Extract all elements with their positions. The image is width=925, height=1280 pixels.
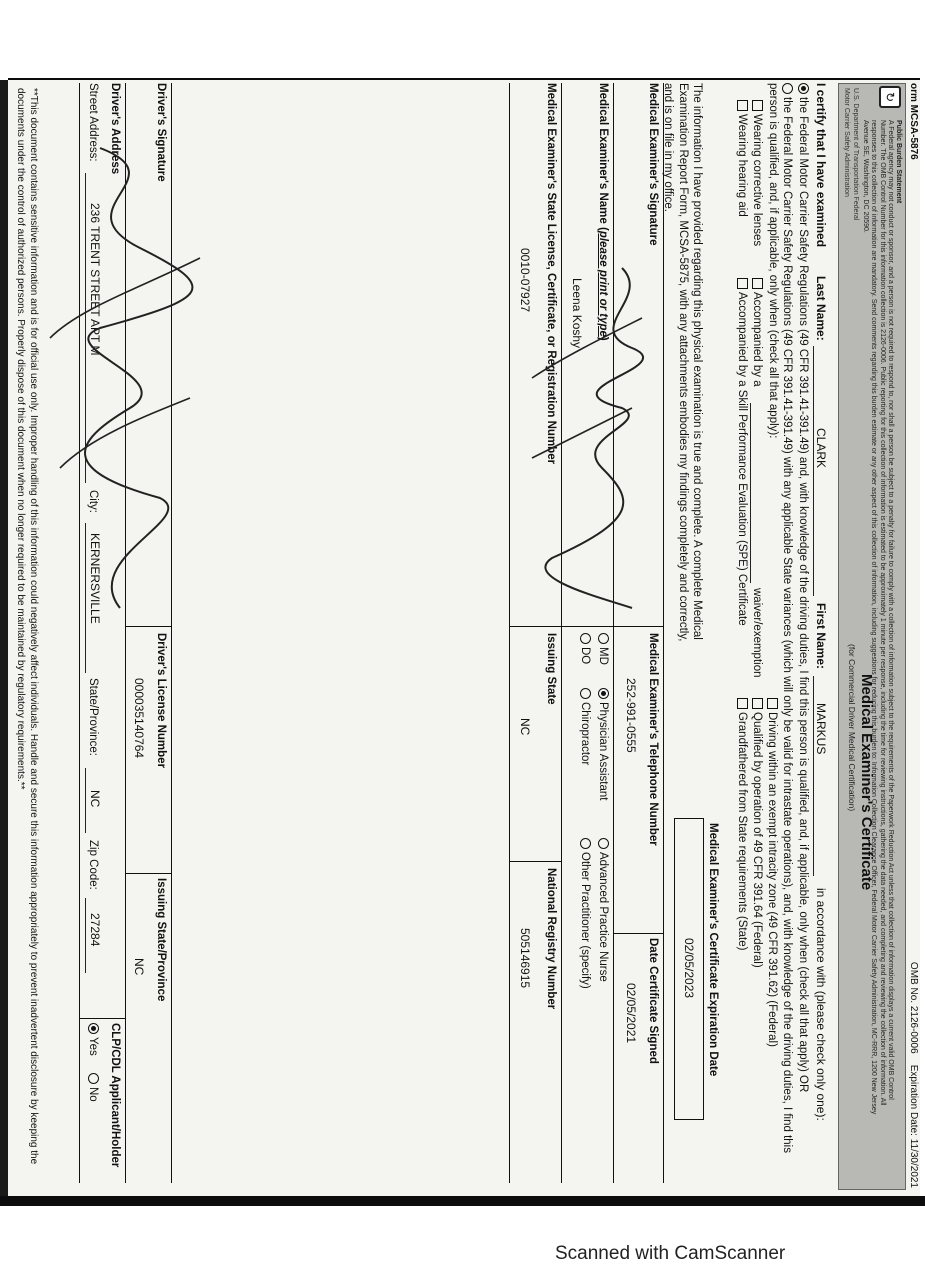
examiner-name-label: Medical Examiner's Name (please print or type) <box>597 83 609 341</box>
radio-other[interactable] <box>580 838 591 849</box>
street-value[interactable]: 236 TRENT STREET APT M <box>88 203 102 356</box>
city-label: City: <box>87 490 99 513</box>
check-waiver-text: Accompanied by a <box>751 292 763 387</box>
radio-apn-text: Advanced Practice Nurse <box>597 852 609 982</box>
radio-pa-text: Physician Assistant <box>597 702 609 801</box>
checkbox-spe[interactable] <box>737 278 748 289</box>
registry-value[interactable]: 505146915 <box>518 928 532 989</box>
check-grandfathered-text: Grandfathered from State requirements (State) <box>736 712 748 951</box>
expiration-value[interactable]: 02/05/2023 <box>682 938 696 999</box>
option-federal[interactable] <box>796 83 810 1183</box>
last-name-line <box>813 346 828 596</box>
checkbox-qualified-op[interactable] <box>752 698 763 709</box>
state-label: State/Province: <box>87 678 99 756</box>
issuing-state-value[interactable]: NC <box>518 718 532 736</box>
waiver-suffix: waiver/exemption <box>751 588 763 678</box>
cdl-yes-group[interactable] <box>86 1023 100 1056</box>
check-spe-text: Accompanied by a Skill Performance Evaluation (SPE) Certificate <box>736 292 748 626</box>
divider-cdl <box>80 1018 126 1019</box>
radio-cdl-no[interactable] <box>88 1073 99 1084</box>
certify-prefix: I certify that I have examined <box>814 83 828 248</box>
radio-md-group[interactable] <box>596 633 610 665</box>
divider-registry <box>510 861 562 862</box>
radio-chiro-text: Chiropractor <box>579 702 591 766</box>
radio-apn[interactable] <box>598 838 609 849</box>
state-value[interactable]: NC <box>88 790 102 808</box>
burden-body: A Federal agency may not conduct or sponsor, and a person is not required to respond to, nor shall a person be subject to a penalty for failure to comply with a collection of information subject to the requirements of the Paperwork Reduction Act unless that collection of information displays a current valid OMB Control Number. The OMB Control Number for this information collection is 2126-0006. Public reporting for this collection of information is estimated to be approximately 1 minute per response, including the time for reviewing instructions, gathering the data needed, and completing and reviewing the collection of information. All responses to this collection of information are mandatory. Send comments regarding this burden estimate or any other aspect of this collection of information, including suggestions for reducing this burden to: Information Collection Clearance Officer, Federal Motor Carrier Safety Administration, MC-RRR, 1200 New Jersey Avenue SE, Washington, DC 20590. <box>862 120 894 1115</box>
radio-do-text: DO <box>579 647 591 665</box>
divider-date <box>614 933 664 934</box>
issuing-state-label: Issuing State <box>545 633 557 705</box>
confidentiality-footer: **This document contains sensitive information and is for official use only. Improper handling of this information could negatively affect individuals. Handle and secure this information appropriately to prevent inadvertent disclosure by keeping the documents under the control of authorized persons. Properly dispose of this document when no longer required to be maintained by regulatory requirements.** <box>15 88 39 1165</box>
form-expiration: Expiration Date: 11/30/2021 <box>908 1064 919 1188</box>
examiner-signature-label: Medical Examiner's Signature <box>647 83 659 246</box>
divider-issuing <box>510 626 562 627</box>
checkbox-waiver[interactable] <box>752 278 763 289</box>
zip-label: Zip Code: <box>87 840 99 890</box>
phone-value[interactable]: 252-991-0555 <box>624 678 638 753</box>
divider-credential <box>562 626 614 627</box>
checkbox-grandfathered[interactable] <box>737 698 748 709</box>
checkbox-exempt-zone[interactable] <box>767 698 778 709</box>
divider-driver-license <box>126 626 172 627</box>
city-value[interactable]: KERNERSVILLE <box>88 533 102 624</box>
driver-signature-label: Driver's Signature <box>155 83 167 182</box>
radio-federal[interactable] <box>798 83 809 94</box>
check-spe[interactable] <box>735 278 749 626</box>
divider-phone <box>614 626 664 627</box>
first-name-label: First Name: <box>814 603 828 670</box>
driver-issuing-value[interactable]: NC <box>132 958 146 976</box>
option-federal-text: the Federal Motor Carrier Safety Regulations (49 CFR 391.41-391.49) and, with knowledge of the driving duties, I find this person is qualified, and, if applicable, only when (check all that apply) OR <box>797 97 809 1093</box>
check-exempt-zone[interactable] <box>765 698 779 1047</box>
examiner-name-value[interactable]: Leena Koshy <box>570 278 584 349</box>
expiration-label: Medical Examiner's Certificate Expiration Date <box>707 823 719 1077</box>
driver-signature <box>40 138 220 618</box>
medical-certificate-form <box>8 78 920 1198</box>
check-grandfathered[interactable] <box>735 698 749 950</box>
check-qualified-op-text: Qualified by operation of 49 CFR 391.64 (Federal) <box>751 712 763 968</box>
date-signed-value[interactable]: 02/05/2021 <box>624 983 638 1044</box>
burden-heading: Public Burden Statement <box>895 120 902 204</box>
check-qualified-op[interactable] <box>750 698 764 968</box>
checkbox-hearing[interactable] <box>737 100 748 111</box>
divider-driver-issuing <box>126 873 172 874</box>
burden-statement-banner <box>838 83 906 1190</box>
attestation-statement: The information I have provided regarding this physical examination is true and complete. A complete Medical Examination Report Form, MCSA-5875, with any attachments embodies my findings completely and correctly, and is on file in my office. <box>662 83 703 642</box>
cdl-label: CLP/CDL Applicant/Holder <box>109 1023 121 1168</box>
certificate-title: Medical Examiner's Certificate <box>858 674 875 891</box>
section-rule-4 <box>509 83 510 1183</box>
radio-cdl-yes[interactable] <box>88 1023 99 1034</box>
scan-top-margin <box>0 0 925 80</box>
waiver-line <box>750 403 764 583</box>
camscanner-watermark: Scanned with CamScanner <box>555 1243 786 1264</box>
cdl-no-group[interactable] <box>86 1073 100 1102</box>
form-id: orm MCSA-5876 <box>908 83 919 160</box>
first-name-value[interactable]: MARKUS <box>814 703 828 755</box>
radio-other-group[interactable] <box>578 838 592 989</box>
check-lenses[interactable] <box>750 100 764 246</box>
zip-value[interactable]: 27284 <box>88 913 102 947</box>
form-header <box>907 83 919 1188</box>
check-lenses-text: Wearing corrective lenses <box>751 114 763 247</box>
agency-name: U.S. Department of Transportation Federal Motor Carrier Safety Administration <box>843 88 859 221</box>
last-name-value[interactable]: CLARK <box>814 428 828 469</box>
radio-md-text: MD <box>597 647 609 665</box>
radio-pa-group[interactable] <box>596 688 610 800</box>
radio-federal-state[interactable] <box>782 83 793 94</box>
phone-label: Medical Examiner's Telephone Number <box>647 633 659 846</box>
registry-label: National Registry Number <box>545 868 557 1010</box>
driver-address-label: Driver's Address <box>109 83 121 175</box>
section-rule-top <box>663 83 664 1183</box>
section-rule-3 <box>561 83 562 1183</box>
cdl-no-text: No <box>87 1087 99 1102</box>
omb-number: OMB No. 2126-0006 <box>908 961 919 1054</box>
burden-text <box>861 120 902 1120</box>
radio-pa[interactable] <box>598 688 609 699</box>
radio-chiro-group[interactable] <box>578 688 592 765</box>
cdl-yes-text: Yes <box>87 1037 99 1056</box>
check-hearing[interactable] <box>735 100 749 217</box>
certify-suffix: in accordance with (please check only one): <box>814 888 828 1121</box>
radio-md[interactable] <box>598 633 609 644</box>
radio-apn-group[interactable] <box>596 838 610 982</box>
check-exempt-zone-text: Driving within an exempt intracity zone (49 CFR 391.62) (Federal) <box>766 712 778 1047</box>
driver-license-value[interactable]: 000035140764 <box>132 678 146 759</box>
radio-do-group[interactable] <box>578 633 592 664</box>
last-name-label: Last Name: <box>814 276 828 341</box>
dot-logo-icon: ↻ <box>879 86 901 108</box>
driver-issuing-label: Issuing State/Province <box>155 878 167 1002</box>
omb-expiration <box>907 962 920 1188</box>
street-label: Street Address: <box>87 83 99 162</box>
date-signed-label: Date Certificate Signed <box>647 938 659 1064</box>
checkbox-lenses[interactable] <box>752 100 763 111</box>
radio-do[interactable] <box>580 633 591 644</box>
scan-left-edge <box>0 80 8 1200</box>
radio-chiro[interactable] <box>580 688 591 699</box>
license-label: Medical Examiner's State License, Certificate, or Registration Number <box>545 83 557 465</box>
check-hearing-text: Wearing hearing aid <box>736 114 748 217</box>
radio-other-text: Other Practitioner (specify) <box>579 852 591 989</box>
section-rule-2 <box>613 83 614 1183</box>
option-federal-state-text: the Federal Motor Carrier Safety Regulations (49 CFR 391.41-391.49) with any applicable State variances (which will only be valid for intrastate operations), and, with knowledge of the driving duties, I find this person is qualified, and, if applicable, only when (check all that apply): <box>766 83 793 1153</box>
certificate-subtitle: (for Commercial Driver Medical Certification) <box>847 644 857 812</box>
check-waiver[interactable] <box>750 278 764 387</box>
examiner-signature <box>512 258 662 618</box>
license-value[interactable]: 0010-07927 <box>518 248 532 313</box>
driver-license-label: Driver's License Number <box>155 633 167 769</box>
